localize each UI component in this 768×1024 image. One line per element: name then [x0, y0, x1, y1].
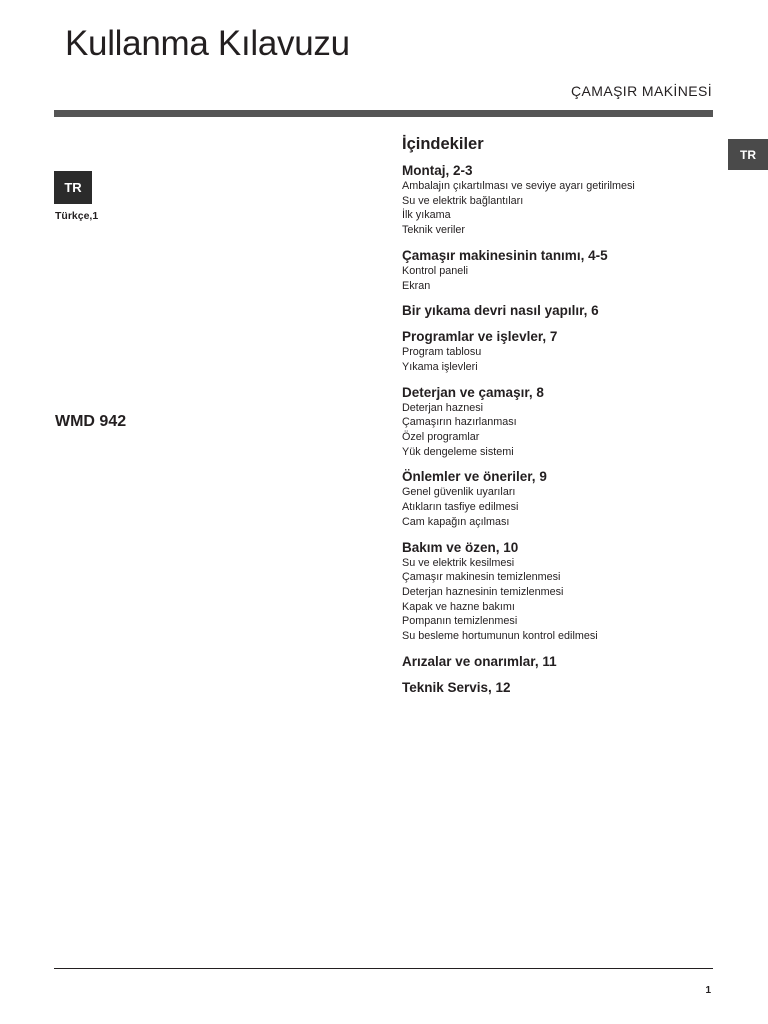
toc-item: Deterjan haznesinin temizlenmesi — [402, 585, 564, 598]
language-side-tab: TR — [728, 139, 768, 170]
toc-item: Çamaşırın hazırlanması — [402, 416, 517, 429]
toc-item: Yıkama işlevleri — [402, 360, 478, 373]
toc-section-title[interactable]: Çamaşır makinesinin tanımı, 4-5 — [402, 247, 608, 263]
toc-item: Cam kapağın açılması — [402, 515, 510, 528]
toc-item: Kapak ve hazne bakımı — [402, 600, 515, 613]
toc-item: Ekran — [402, 279, 431, 292]
language-badge: TR — [54, 171, 92, 204]
toc-item: Ambalajın çıkartılması ve seviye ayarı getirilmesi — [402, 180, 635, 192]
toc-item: Atıkların tasfiye edilmesi — [402, 501, 519, 514]
page-title: Kullanma Kılavuzu — [65, 24, 350, 63]
toc-section-title[interactable]: Önlemler ve öneriler, 9 — [402, 469, 547, 485]
toc-section-maintenance — [402, 540, 702, 644]
toc-section-programmes — [402, 329, 702, 374]
toc-item: Deterjan haznesi — [402, 401, 484, 414]
toc-section-title[interactable]: Montaj, 2-3 — [402, 163, 473, 178]
toc-section-title[interactable]: Programlar ve işlevler, 7 — [402, 329, 558, 345]
toc-item: Genel güvenlik uyarıları — [402, 486, 516, 499]
footer-divider — [54, 968, 713, 969]
toc-section-title[interactable]: Bir yıkama devri nasıl yapılır, 6 — [402, 303, 599, 319]
toc-section-troubleshooting — [402, 654, 702, 670]
language-label: Türkçe,1 — [55, 210, 99, 222]
toc-item: Çamaşır makinesin temizlenmesi — [402, 571, 561, 584]
toc-section-installation — [402, 163, 702, 238]
toc-section-precautions — [402, 469, 702, 529]
header-divider — [54, 110, 713, 117]
table-of-contents — [402, 135, 702, 706]
toc-heading: İçindekiler — [402, 135, 484, 153]
toc-section-detergent — [402, 385, 702, 460]
toc-section-title[interactable]: Bakım ve özen, 10 — [402, 539, 519, 555]
toc-item: Kontrol paneli — [402, 264, 469, 277]
toc-section-description — [402, 248, 702, 293]
toc-section-title[interactable]: Arızalar ve onarımlar, 11 — [402, 653, 557, 669]
toc-section-title[interactable]: Deterjan ve çamaşır, 8 — [402, 384, 544, 400]
toc-section-title[interactable]: Teknik Servis, 12 — [402, 679, 511, 695]
toc-item: Su besleme hortumunun kontrol edilmesi — [402, 630, 598, 643]
product-subtitle: ÇAMAŞIR MAKİNESİ — [571, 83, 712, 99]
toc-item: Su ve elektrik kesilmesi — [402, 556, 515, 569]
toc-item: Su ve elektrik bağlantıları — [402, 194, 524, 207]
toc-item: İlk yıkama — [402, 209, 451, 222]
toc-item: Teknik veriler — [402, 224, 465, 237]
toc-item: Pompanın temizlenmesi — [402, 615, 518, 628]
toc-item: Program tablosu — [402, 346, 482, 359]
toc-item: Özel programlar — [402, 431, 480, 444]
toc-item: Yük dengeleme sistemi — [402, 445, 514, 458]
toc-section-wash-cycle — [402, 303, 702, 319]
toc-section-service — [402, 680, 702, 696]
model-number: WMD 942 — [55, 413, 127, 430]
page-number: 1 — [705, 985, 711, 996]
